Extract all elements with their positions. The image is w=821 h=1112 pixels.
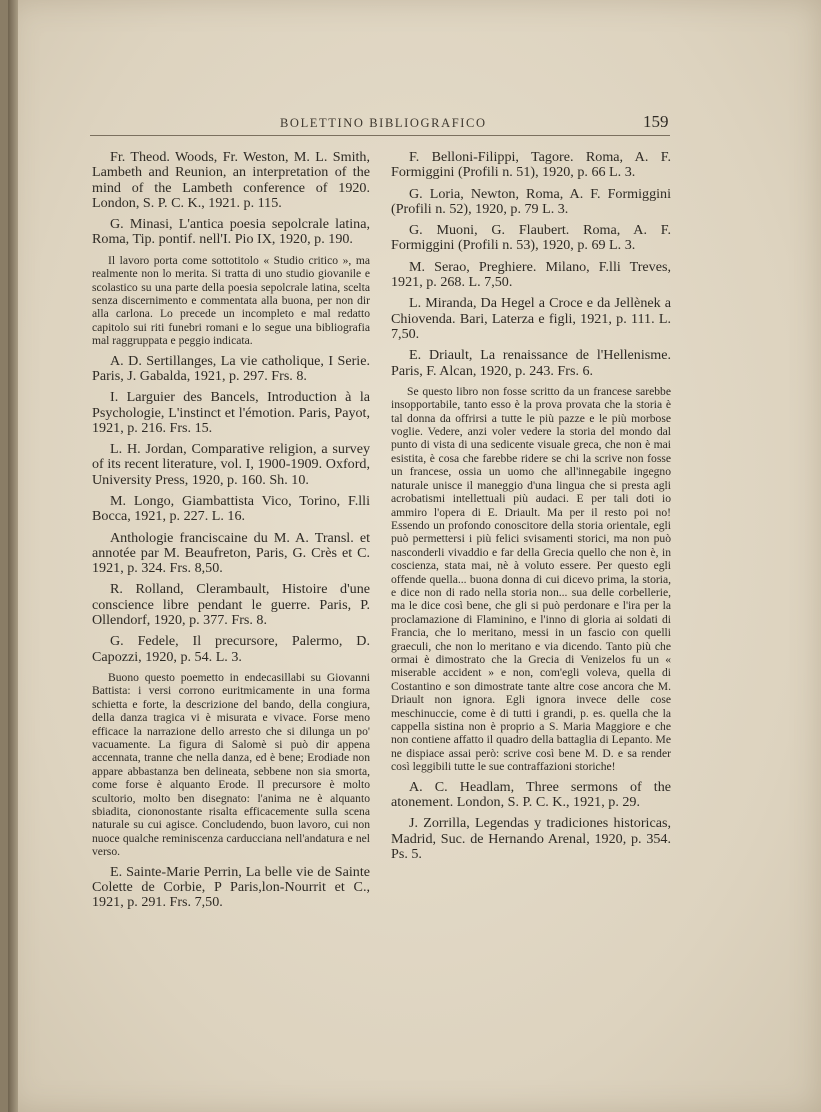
left-column [92, 150, 370, 917]
book-page [8, 0, 821, 1112]
entry-text: L. Miranda, Da Hegel a Croce e da Jellènek a Chiovenda. Bari, Laterza e figli, 1921, p. 111. L. 7,50. [391, 295, 671, 342]
entry-text: G. Fedele, Il precursore, Palermo, D. Capozzi, 1920, p. 54. L. 3. [92, 633, 370, 665]
note-text: Se questo libro non fosse scritto da un francese sarebbe insopportabile, tanto esso è la prova provata che la storia è tal donna da offrirsi a tutte le più pazze e le più morbose voglie. Vedere, anzi voler vedere la storia del mondo dal punto di vista di una sedicente visuale greca, che non è mai esistita, è cosa che farebbe ridere se chi la scrive non fosse un francese, ossia un uomo che all'innegabile ingegno naturale unisce il maneggio d'una lingua che si presta agli acrobatismi intellettuali più audaci. E per tali doti io ammiro l'opera di E. Driault. Ma per il resto poi no! Essendo un profondo conoscitore della storia orientale, egli può permettersi i più felici svisamenti storici, ma non può nasconderli vivaddio e far della Grecia quello che non è, in coscienza, stata mai, nè à voluto essere. Per questo egli offende quella... buona donna di cui dicevo prima, la storia, e dice non di rado nella storia non... sua delle corbellerie, ma le dice così bene, che gli si può perdonare e l'ira per la proclamazione di Flaminino, e l'inno di gloria ai soldati di Francia, che lo meritano, messi in un fascio con quelli graeculi, che non lo meritano e via dicendo. Tanto più che ormai è dimostrato che la Grecia di Venizelos fu un « miserable accident » e non, com'egli voleva, quella di Costantino e son dimostrate tante altre cose ancora che M. Driault non ignora. Egli ignora invece delle cose meschinuccie, come è di tutti i grandi, p. es. quella che la cappella sistina non è proprio a S. Maria Maggiore e che non contiene affatto il quadro della battaglia di Lepanto. Me ne dispiace assai però: scrive così bene M. D. e sa render così leggibili tutte le sue contraffazioni storiche! [391, 384, 671, 774]
bibliography-entry [391, 260, 671, 291]
review-note [92, 254, 370, 348]
entry-text: R. Rolland, Clerambault, Histoire d'une conscience libre pendant le guerre. Paris, P. Ollendorf, 1920, p. 377. Frs. 8. [92, 581, 370, 629]
entry-text: E. Driault, La renaissance de l'Hellenisme. Paris, F. Alcan, 1920, p. 243. Frs. 6. [391, 347, 671, 379]
right-column [391, 150, 671, 868]
entry-text: A. C. Headlam, Three sermons of the atonement. London, S. P. C. K., 1921, p. 29. [391, 778, 671, 810]
bibliography-entry [92, 390, 370, 436]
bibliography-entry [92, 217, 370, 248]
bibliography-entry [92, 531, 370, 577]
entry-text: Fr. Theod. Woods, Fr. Weston, M. L. Smith, Lambeth and Reunion, an interpretation of the mind of the Lambeth conference of 1920. London, S. P. C. K., 1921. p. 115. [92, 149, 370, 211]
entry-text: G. Muoni, G. Flaubert. Roma, A. F. Formiggini (Profili n. 53), 1920, p. 69 L. 3. [391, 222, 671, 254]
entry-text: I. Larguier des Bancels, Introduction à la Psychologie, L'instinct et l'émotion. Paris, Payot, 1921, p. 216. Frs. 15. [92, 389, 370, 436]
bibliography-entry [92, 634, 370, 665]
bibliography-entry [92, 865, 370, 911]
bibliography-entry [92, 494, 370, 525]
review-note [391, 385, 671, 774]
note-text: Il lavoro porta come sottotitolo « Studio critico », ma realmente non lo merita. Si tratta di uno studio giovanile e scolastico su una parte della poesia sepolcrale latina, scelta senza discernimento e commentata alla buona, per non dir alla carlona. Lo precede un incompleto e mal redatto capitolo sui riti funebri romani e lo segue una bibliografia mal raggruppata e peggio indicata. [92, 253, 370, 348]
entry-text: J. Zorrilla, Legendas y tradiciones historicas, Madrid, Suc. de Hernando Arenal, 1920, p. 354. Ps. 5. [391, 815, 671, 862]
bibliography-entry [92, 150, 370, 211]
entry-text: G. Loria, Newton, Roma, A. F. Formiggini (Profili n. 52), 1920, p. 79 L. 3. [391, 185, 671, 217]
entry-text: A. D. Sertillanges, La vie catholique, I Serie. Paris, J. Gabalda, 1921, p. 297. Frs. 8. [92, 352, 370, 384]
header-rule [90, 135, 670, 136]
entry-text: M. Longo, Giambattista Vico, Torino, F.lli Bocca, 1921, p. 227. L. 16. [92, 493, 370, 525]
entry-text: M. Serao, Preghiere. Milano, F.lli Treves, 1921, p. 268. L. 7,50. [391, 258, 671, 291]
entry-text: L. H. Jordan, Comparative religion, a survey of its recent literature, vol. I, 1900-1909. Oxford, University Press, 1920, p. 160. Sh. 10. [92, 441, 370, 488]
note-text: Buono questo poemetto in endecasillabi su Giovanni Battista: i versi corrono euritmicamente in una forma schietta e forte, la descrizione del bando, della congiura, della danza tragica vi è misurata e vivace. Forse meno efficace la narrazione dello arresto che si dilunga un po' vacuamente. La figura di Salomè si può dir appena accennata, tranne che nella danza, ed è bene; Erodiade non appare abbastanza ben delineata, sebbene non sia smorta, come forse è alquanto Erode. Il precursore è molto scultorio, molto ben disegnato: l'anima ne è alquanto sbiadita, ciononostante risalta efficacemente sulla scena naturale su cui agisce. Concludendo, buon lavoro, cui non nuoce qualche reminiscenza carducciana nell'andatura e nel verso. [92, 670, 370, 859]
bibliography-entry [391, 348, 671, 379]
bibliography-entry [391, 150, 671, 181]
page-spine [8, 0, 18, 1112]
bibliography-entry [92, 354, 370, 385]
bibliography-entry [391, 816, 671, 862]
running-title: BOLETTINO BIBLIOGRAFICO [280, 116, 487, 130]
page-number: 159 [643, 112, 669, 131]
review-note [92, 671, 370, 859]
bibliography-entry [391, 780, 671, 811]
bibliography-entry [92, 442, 370, 488]
entry-text: F. Belloni-Filippi, Tagore. Roma, A. F. Formiggini (Profili n. 51), 1920, p. 66 L. 3. [391, 149, 671, 181]
bibliography-entry [391, 296, 671, 342]
page-header [90, 112, 670, 138]
entry-text: Anthologie franciscaine du M. A. Transl. et annotée par M. Beaufreton, Paris, G. Crès et C. 1921, p. 324. Frs. 8,50. [92, 529, 370, 577]
entry-text: G. Minasi, L'antica poesia sepolcrale latina, Roma, Tip. pontif. nell'I. Pio IX, 1920, p. 190. [92, 216, 370, 248]
bibliography-entry [391, 187, 671, 218]
bibliography-entry [92, 582, 370, 628]
entry-text: E. Sainte-Marie Perrin, La belle vie de Sainte Colette de Corbie, P Paris,lon-Nourrit et C., 1921, p. 291. Frs. 7,50. [92, 863, 370, 911]
bibliography-entry [391, 223, 671, 254]
